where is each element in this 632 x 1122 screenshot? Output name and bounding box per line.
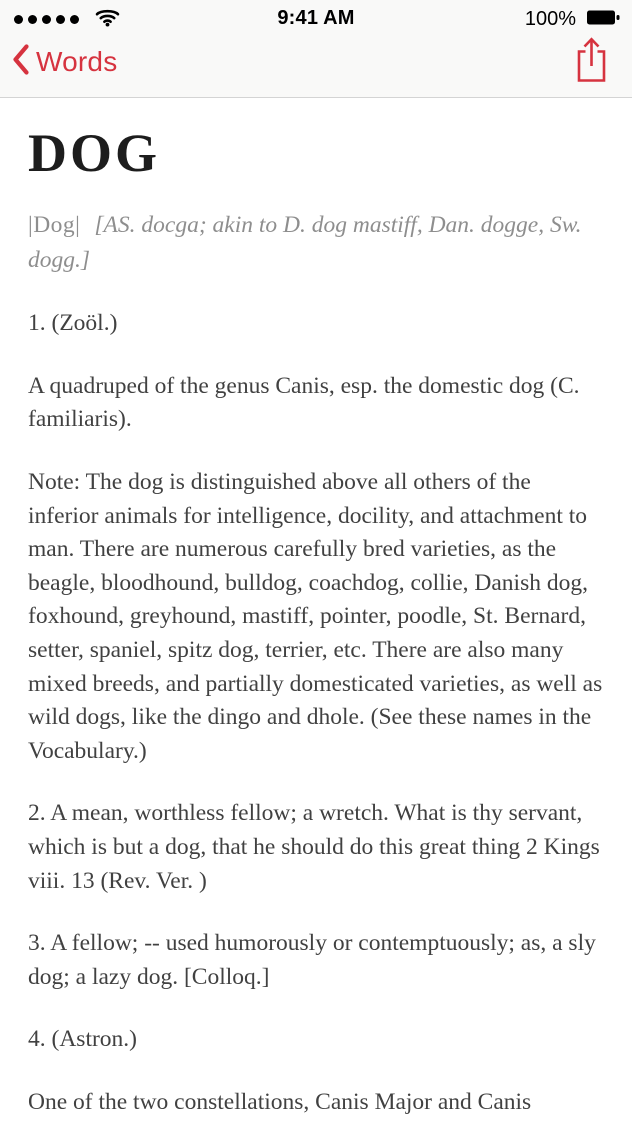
etymology-line <box>28 208 604 279</box>
navigation-bar <box>0 33 632 97</box>
back-button[interactable] <box>12 44 117 80</box>
definition-paragraph: Note: The dog is distinguished above all others of the inferior animals for intelligence, docility, and attachment to man. There are numerous carefully bred varieties, as the beagle, bloodhound, bulldog, coachdog, collie, Danish dog, foxhound, greyhound, mastiff, pointer, poodle, St. Bernard, setter, spaniel, spitz dog, terrier, etc. There are also many mixed breeds, and partially domesticated varieties, as well as wild dogs, like the dingo and dhole. (See these names in the Vocabulary.) <box>28 468 603 764</box>
definition-paragraph: 2. A mean, worthless fellow; a wretch. What is thy servant, which is but a dog, that he should do this great thing 2 Kings viii. 13 (Rev. Ver. ) <box>28 800 600 894</box>
status-time: 9:41 AM <box>277 7 355 29</box>
etymology-text: [AS. docga; akin to D. dog mastiff, Dan. dogge, Sw. dogg.] <box>28 211 582 273</box>
status-bar <box>0 0 632 33</box>
back-button-label: Words <box>36 46 118 77</box>
share-button[interactable] <box>573 36 616 89</box>
headword: |Dog| <box>28 211 81 238</box>
definition-scroll-view[interactable] <box>0 125 632 1119</box>
definition-paragraph: A quadruped of the genus Canis, esp. the domestic dog (C. familiaris). <box>28 372 580 433</box>
definition-paragraph: One of the two constellations, Canis Major and Canis <box>28 1088 532 1115</box>
definition-paragraph: 1. (Zoöl.) <box>28 310 118 337</box>
battery-percent: 100% <box>524 8 576 30</box>
definition-paragraph: 3. A fellow; -- used humorously or contemptuously; as, a sly dog; a lazy dog. [Colloq.] <box>28 930 596 990</box>
share-icon <box>573 36 610 89</box>
entry-title: DOG <box>28 123 161 183</box>
chevron-left-icon <box>12 44 29 80</box>
top-chrome <box>0 0 632 98</box>
definition-paragraph: 4. (Astron.) <box>28 1026 137 1053</box>
